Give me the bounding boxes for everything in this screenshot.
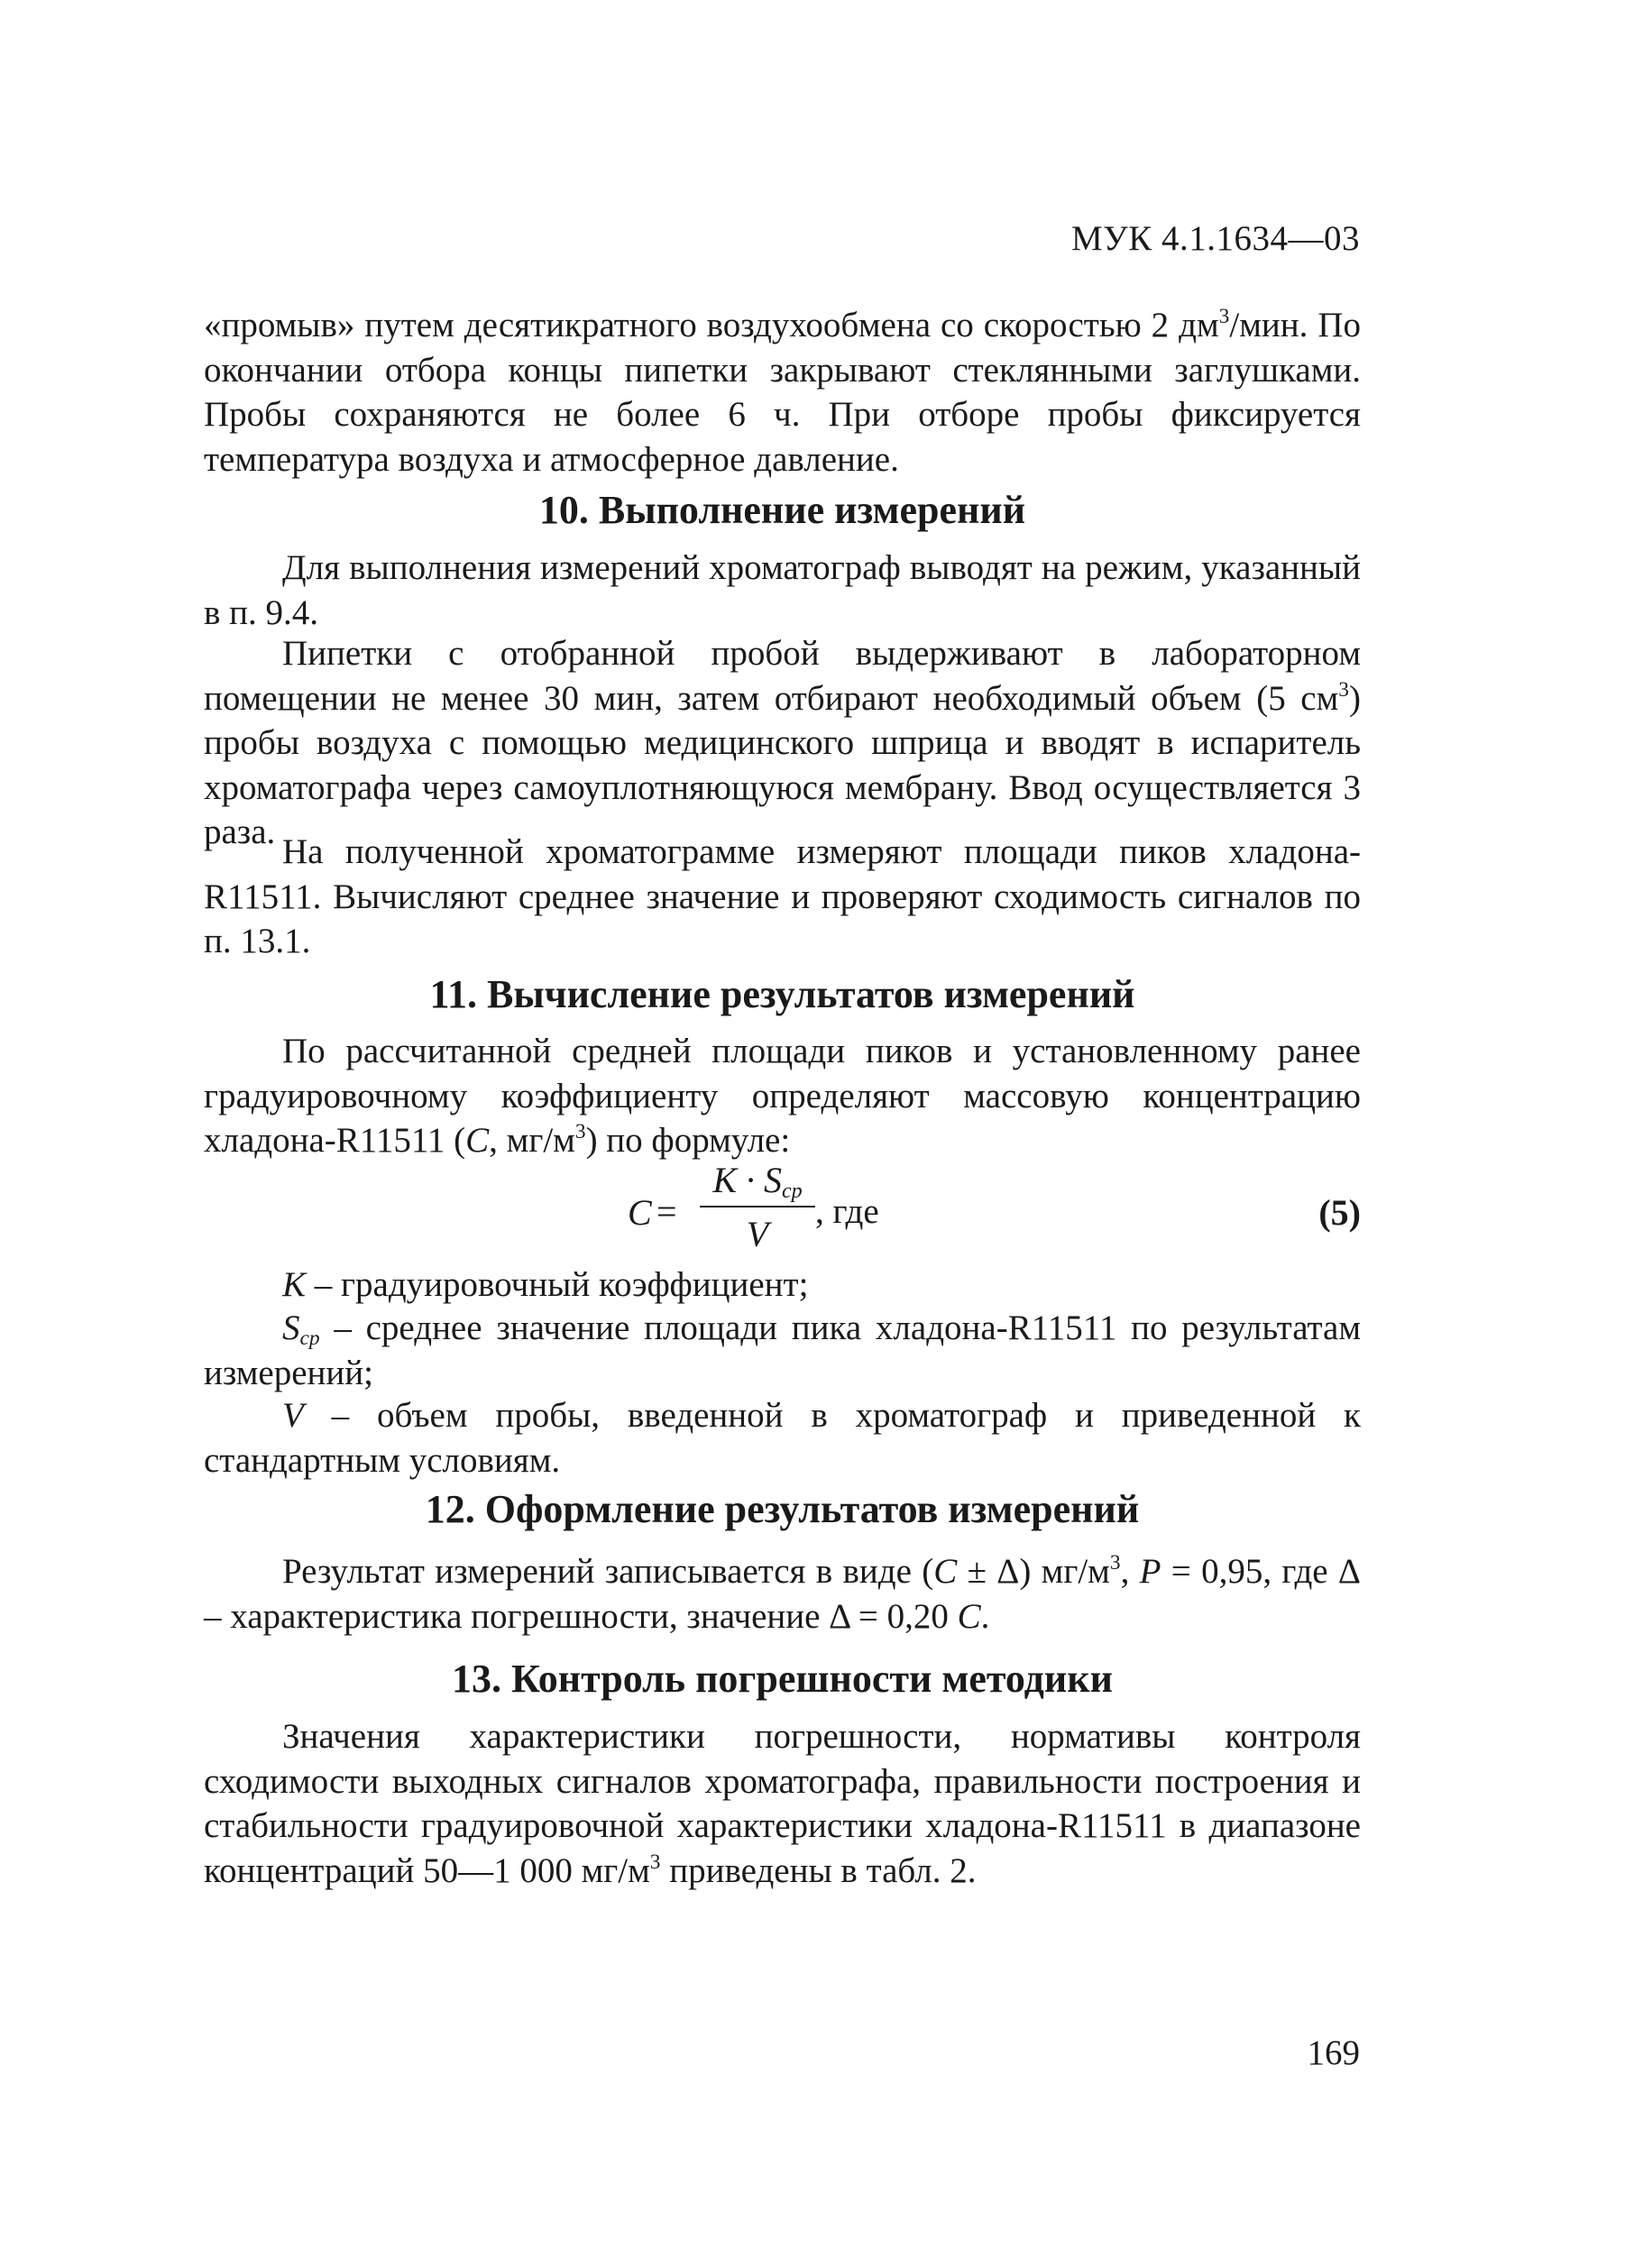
document-code: МУК 4.1.1634—03: [1070, 219, 1360, 258]
s12-text-a: Результат измерений записывается в виде (: [282, 1552, 934, 1591]
s12-text-e: = 0,95, где Δ – характеристика погрешности, значение Δ = 0,20: [204, 1552, 1361, 1636]
formula-equals: =: [656, 1191, 677, 1232]
section-10-heading: 10. Выполнение измерений: [538, 488, 1026, 532]
formula-numerator: [704, 1159, 811, 1201]
def-k-text: – градуировочный коэффициент;: [306, 1265, 809, 1304]
s11-text-d: ) по формуле:: [585, 1121, 791, 1160]
s13-text-a: Значения характеристики погрешности, нормативы контроля сходимости выходных сигналов хроматографа, правильности построения и стабильности градуировочной характеристики хладона-R11511 в диапазоне концентраций 50—1 000 мг/м: [204, 1717, 1361, 1890]
formula-denominator: V: [746, 1214, 769, 1254]
intro-text-1: «промыв» путем десятикратного воздухообмена со скоростью 2 дм: [204, 306, 1219, 344]
s12-symbol-c: C: [933, 1552, 958, 1591]
page-number: 169: [1307, 2034, 1360, 2072]
definition-s: [204, 1306, 1361, 1395]
s12-text-d: ,: [1120, 1552, 1140, 1591]
formula-where: , где: [815, 1192, 879, 1231]
intro-text-2: /мин. По окончании отбора концы пипетки закрывают стеклянными заглушками. Пробы сохраняются не более 6 ч. При отборе пробы фиксируется температура воздуха и атмосферное давление.: [204, 306, 1361, 479]
section-10-paragraph-1: Для выполнения измерений хроматограф выводят на режим, указанный в п. 9.4.: [204, 548, 1361, 632]
s13-superscript: 3: [649, 1850, 661, 1874]
def-v-text: – объем пробы, введенной в хроматограф и приведенной к стандартным условиям.: [204, 1396, 1361, 1480]
s12-symbol-p: P: [1139, 1552, 1161, 1591]
s11-text-b: , мг/м: [489, 1121, 575, 1160]
formula-fraction-bar: [700, 1206, 815, 1207]
s12-symbol-c2: C: [957, 1596, 981, 1636]
section-13-paragraph: [204, 1714, 1361, 1893]
def-s-subscript: ср: [299, 1326, 320, 1350]
intro-paragraph: [204, 303, 1361, 482]
section-11-heading: 11. Вычисление результатов измерений: [429, 972, 1135, 1016]
section-13-heading: 13. Контроль погрешности методики: [452, 1657, 1113, 1701]
section-12-paragraph: [204, 1549, 1361, 1639]
formula-numerator-text: K · S: [712, 1160, 783, 1200]
s12-text-b: ± Δ) мг/м: [957, 1552, 1110, 1591]
formula-lhs: C: [628, 1192, 652, 1233]
s12-text-f: .: [980, 1596, 990, 1636]
s10-p2-text-a: Пипетки с отобранной пробой выдерживают в лабораторном помещении не менее 30 мин, затем отбирают необходимый объем (5 см: [204, 634, 1361, 718]
s11-superscript: 3: [574, 1119, 586, 1143]
def-k-symbol: K: [282, 1265, 307, 1304]
s11-text-a: По рассчитанной средней площади пиков и установленному ранее градуировочному коэффициенту определяют массовую концентрацию хладона-R11511 (: [204, 1032, 1361, 1160]
def-s-symbol: S: [282, 1308, 300, 1347]
intro-superscript: 3: [1218, 304, 1230, 328]
definition-k: [204, 1263, 1361, 1308]
formula-5: [204, 1157, 1361, 1265]
formula-numerator-subscript: ср: [782, 1180, 803, 1203]
section-10-paragraph-3: На полученной хроматограмме измеряют площади пиков хладона-R11511. Вычисляют среднее значение и проверяют сходимость сигналов по п. 13.1.: [204, 832, 1361, 960]
s11-symbol-c: C: [465, 1121, 490, 1160]
def-s-text: – среднее значение площади пика хладона-R11511 по результатам измерений;: [204, 1308, 1361, 1392]
definition-v: [204, 1393, 1361, 1483]
s10-p2-superscript: 3: [1338, 677, 1349, 702]
s13-text-b: приведены в табл. 2.: [660, 1850, 977, 1890]
section-10-paragraph-2: [204, 631, 1361, 855]
def-v-symbol: V: [282, 1396, 304, 1435]
s10-p2-text-b: ) пробы воздуха с помощью медицинского шприца и вводят в испаритель хроматографа через самоуплотняющуюся мембрану. Ввод осуществляется 3 раза.: [204, 678, 1361, 851]
section-11-paragraph: [204, 1029, 1361, 1163]
formula-number: (5): [1318, 1192, 1361, 1233]
s12-superscript: 3: [1109, 1550, 1121, 1575]
section-12-heading: 12. Оформление результатов измерений: [425, 1487, 1140, 1531]
